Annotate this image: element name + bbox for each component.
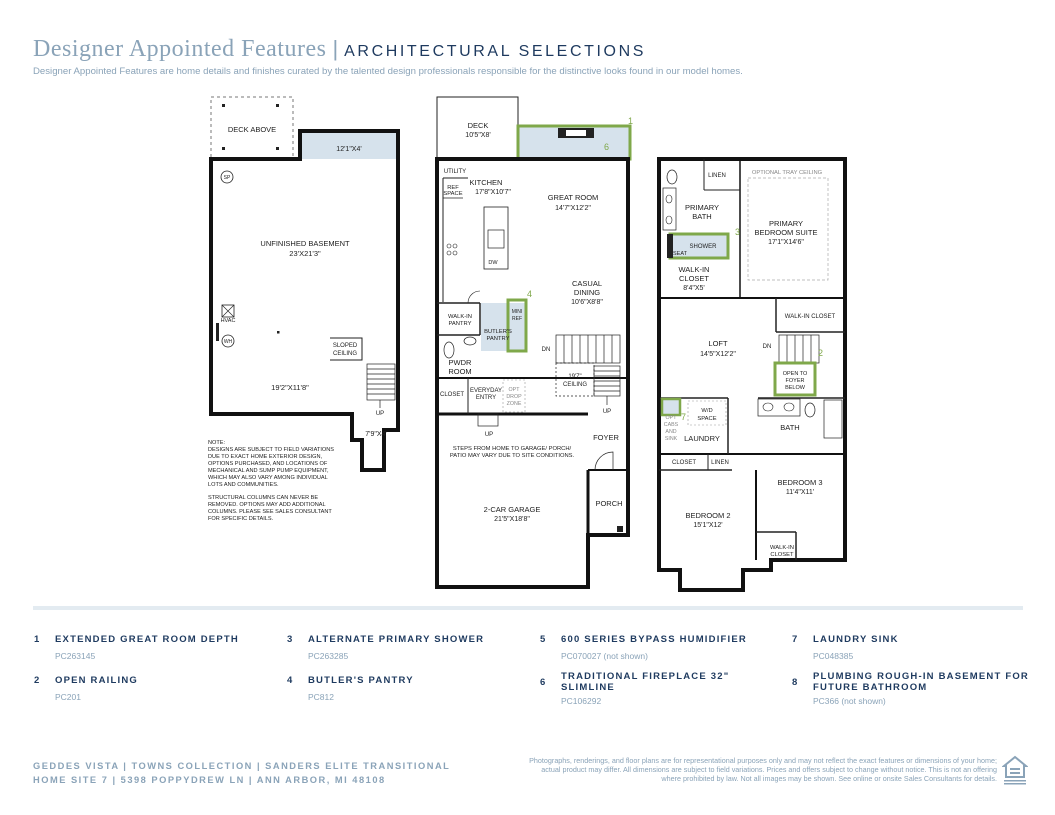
- opt-drop-zone-label-2: DROP: [506, 394, 522, 400]
- note-line: LOTS AND COMMUNITIES.: [208, 482, 279, 488]
- steps-note-2: PATIO MAY VARY DUE TO SITE CONDITIONS.: [449, 453, 575, 459]
- title-separator: |: [332, 36, 339, 61]
- open-to-foyer-label-3: BELOW: [785, 385, 805, 391]
- feature-number: 3: [287, 634, 293, 645]
- marker-3: 3: [735, 227, 741, 237]
- kitchen-dim: 17'8"X10'7": [475, 189, 511, 196]
- feature-title: EXTENDED GREAT ROOM DEPTH: [55, 634, 239, 645]
- feature-code: PC812: [308, 692, 334, 702]
- shower-label: SHOWER: [689, 244, 717, 250]
- opt-cabs-label-4: SINK: [664, 436, 678, 442]
- marker-6: 6: [604, 142, 610, 152]
- note-line: REMOVED. OPTIONS MAY ADD ADDITIONAL: [208, 502, 326, 508]
- mini-ref-label-1: MINI: [511, 309, 523, 315]
- everyday-entry-label-1: EVERYDAY: [469, 388, 503, 394]
- address-line: HOME SITE 7 | 5398 POPPYDREW LN | ANN ARBOR, MI 48108: [33, 775, 386, 785]
- community-info: [33, 759, 450, 787]
- feature-title: BUTLER'S PANTRY: [308, 675, 414, 686]
- wd-space-label-2: SPACE: [697, 416, 717, 422]
- opt-cabs-label-2: CABS: [663, 422, 679, 428]
- upper-bath-label: BATH: [780, 423, 800, 432]
- basement-bump-dim: 12'1"X4': [336, 146, 362, 153]
- main-stairs-lower: [594, 366, 620, 405]
- page-description: Designer Appointed Features are home details and finishes curated by the talented design professionals responsible for the distinctive looks found in our model homes.: [33, 66, 743, 77]
- bedroom3-walkin-label-1: WALK-IN: [770, 545, 794, 551]
- feature-title: PLUMBING ROUGH-IN BASEMENT FOR FUTURE BATHROOM: [813, 671, 1029, 693]
- ceiling-height-label-1: 19'7": [568, 374, 582, 380]
- deck-dim: 10'5"X8': [465, 132, 491, 139]
- primary-suite-label-2: BEDROOM SUITE: [754, 228, 818, 237]
- upper-floor-walls: [659, 159, 845, 590]
- walkin-pantry-label-2: PANTRY: [448, 321, 472, 327]
- upper-linen-label: LINEN: [708, 173, 726, 179]
- casual-dining-label-2: DINING: [573, 288, 601, 297]
- feature-code: PC201: [55, 692, 81, 702]
- dishwasher-label: DW: [488, 260, 498, 266]
- seat-label: SEAT: [673, 251, 687, 257]
- feature-code: PC048385: [813, 651, 854, 661]
- basement-lower-dim: 19'2"X11'8": [271, 383, 309, 392]
- feature-code: PC263285: [308, 651, 349, 661]
- upper-walkin-label-1: WALK-IN: [678, 265, 710, 274]
- feature-number: 8: [792, 677, 798, 688]
- note-line: FOR SPECIFIC DETAILS.: [208, 516, 274, 522]
- powder-room-label-2: ROOM: [448, 367, 472, 376]
- note-line: COLUMNS. PLEASE SEE SALES CONSULTANT: [208, 509, 332, 515]
- sloped-ceiling-label-1: SLOPED: [332, 343, 358, 349]
- garage-dim: 21'5"X18'8": [494, 516, 530, 523]
- ref-space-label-2: SPACE: [443, 191, 463, 197]
- upper-stairs: [779, 335, 819, 363]
- upper-floor-plan: [659, 159, 845, 590]
- ceiling-height-label-2: CEILING: [562, 382, 588, 388]
- basement-stair-dim: 7'9"X4': [365, 431, 387, 438]
- optional-tray-label: OPTIONAL TRAY CEILING: [751, 170, 823, 176]
- note-line: MECHANICAL AND SUMP PUMP EQUIPMENT,: [208, 468, 329, 474]
- note-line: DESIGNS ARE SUBJECT TO FIELD VARIATIONS: [208, 447, 334, 453]
- basement-walls: [211, 131, 398, 470]
- opt-drop-zone-label-3: ZONE: [506, 401, 522, 407]
- water-heater-label: WH: [223, 339, 233, 345]
- feature-number: 7: [792, 634, 798, 645]
- basement-note: [208, 440, 334, 522]
- primary-suite-dim: 17'1"X14'6": [768, 239, 804, 246]
- sloped-ceiling-label-2: CEILING: [332, 351, 358, 357]
- bedroom2-closet-label: CLOSET: [671, 460, 697, 466]
- feature-code: PC366 (not shown): [813, 696, 886, 706]
- upper-walkin-dim: 8'4"X5': [683, 285, 705, 292]
- foyer-label: FOYER: [593, 433, 619, 442]
- butlers-pantry-label-1: BUTLER'S: [484, 329, 512, 335]
- loft-dim: 14'5"X12'2": [700, 351, 736, 358]
- main-stairs: [556, 335, 620, 363]
- bedroom2-dim: 15'1"X12': [693, 522, 723, 529]
- butlers-pantry-label-2: PANTRY: [486, 336, 510, 342]
- primary-suite-label-1: PRIMARY: [768, 219, 804, 228]
- steps-note-1: STEPS FROM HOME TO GARAGE/ PORCH/: [452, 446, 572, 452]
- bedroom3-walkin-label-2: CLOSET: [770, 552, 794, 558]
- basement-up-label: UP: [375, 411, 385, 417]
- loft-label: LOFT: [708, 339, 728, 348]
- unfinished-basement-label: UNFINISHED BASEMENT: [260, 239, 350, 248]
- great-room-label: GREAT ROOM: [547, 193, 599, 202]
- note-line: NOTE:: [208, 440, 226, 446]
- porch-label: PORCH: [595, 499, 623, 508]
- garage-up-label: UP: [484, 432, 494, 438]
- everyday-entry-label-2: ENTRY: [475, 395, 497, 401]
- powder-room-label-1: PWDR: [448, 358, 472, 367]
- bedroom3-label: BEDROOM 3: [777, 478, 823, 487]
- primary-bath-label-2: BATH: [692, 212, 712, 221]
- marker-1: 1: [628, 116, 634, 126]
- feature-title: LAUNDRY SINK: [813, 634, 899, 645]
- deck-above-label: DECK ABOVE: [227, 125, 277, 134]
- main-floor-plan: [437, 97, 633, 587]
- opt-drop-zone-label-1: OPT: [508, 387, 520, 393]
- upper-dn-label: DN: [762, 344, 772, 350]
- feature-number: 4: [287, 675, 293, 686]
- main-closet-label: CLOSET: [439, 392, 465, 398]
- feature-title: 600 SERIES BYPASS HUMIDIFIER: [561, 634, 747, 645]
- basement-stairs: [367, 364, 395, 408]
- note-line: DUE TO EXACT HOME EXTERIOR DESIGN,: [208, 454, 323, 460]
- garage-label: 2-CAR GARAGE: [483, 505, 541, 514]
- opt-cabs-label-3: AND: [665, 429, 677, 435]
- feature-code: PC106292: [561, 696, 602, 706]
- hvac-label: HVAC: [220, 318, 236, 324]
- page-title: Designer Appointed Features: [33, 36, 327, 62]
- basement-plan: [208, 97, 398, 522]
- bedroom2-label: BEDROOM 2: [685, 511, 731, 520]
- utility-label: UTILITY: [443, 169, 467, 175]
- unfinished-basement-dim: 23'X21'3": [289, 249, 321, 258]
- great-room-dim: 14'7"X12'2": [555, 205, 591, 212]
- laundry-label: LAUNDRY: [684, 434, 720, 443]
- upper-walkin-label-2: CLOSET: [678, 274, 710, 283]
- casual-dining-dim: 10'6"X8'8": [571, 299, 603, 306]
- legal-disclaimer: Photographs, renderings, and floor plans are for representational purposes only and may not reflect the exact features or dimensions of your home; actual product may differ. All dimensions are subject to field variations. Prices and offers subject to change without notice. This is not an offering where prohibited by law. Not all images may be shown. See online or onsite Sales Consultants for details.: [529, 756, 997, 784]
- page-subtitle: ARCHITECTURAL SELECTIONS: [344, 43, 647, 60]
- walkin-pantry-label-1: WALK-IN: [448, 314, 472, 320]
- marker-2: 2: [818, 348, 824, 358]
- sump-pump-label: SP: [223, 175, 231, 181]
- structural-column: [277, 331, 280, 334]
- open-to-foyer-label-1: OPEN TO: [782, 371, 808, 377]
- upper-linen2-label: LINEN: [711, 460, 729, 466]
- marker-7: 7: [681, 412, 687, 422]
- section-divider: [33, 606, 1023, 610]
- feature-code: PC263145: [55, 651, 96, 661]
- primary-bath-label-1: PRIMARY: [684, 203, 720, 212]
- feature-number: 2: [34, 675, 40, 686]
- mini-ref-label-2: REF: [512, 316, 522, 322]
- feature-title: ALTERNATE PRIMARY SHOWER: [308, 634, 485, 645]
- open-to-foyer-label-2: FOYER: [785, 378, 805, 384]
- feature-number: 1: [34, 634, 40, 645]
- main-dn-label: DN: [541, 347, 551, 353]
- feature-number: 6: [540, 677, 546, 688]
- community-line: GEDDES VISTA | TOWNS COLLECTION | SANDERS ELITE TRANSITIONAL: [33, 761, 451, 771]
- feature-code: PC070027 (not shown): [561, 651, 648, 661]
- opt-cabs-label-1: OPT: [665, 415, 677, 421]
- wd-space-label-1: W/D: [701, 408, 713, 414]
- feature-title: OPEN RAILING: [55, 675, 139, 686]
- feature-7-highlight: [662, 399, 680, 415]
- ref-space-label-1: REF: [447, 185, 459, 191]
- equal-housing-opportunity-icon: [1002, 755, 1028, 787]
- note-line: STRUCTURAL COLUMNS CAN NEVER BE: [208, 495, 319, 501]
- note-line: OPTIONS PURCHASED, AND LOCATIONS OF: [208, 461, 328, 467]
- note-line: WHICH MAY ALSO VARY AMONG INDIVIDUAL: [208, 475, 328, 481]
- kitchen-label: KITCHEN: [469, 178, 503, 187]
- casual-dining-label-1: CASUAL: [571, 279, 603, 288]
- marker-4: 4: [527, 289, 533, 299]
- main-up-label: UP: [602, 409, 612, 415]
- deck-label: DECK: [467, 121, 489, 130]
- walkin-closet-label: WALK-IN CLOSET: [784, 314, 836, 320]
- feature-number: 5: [540, 634, 546, 645]
- bedroom3-dim: 11'4"X11': [785, 489, 815, 496]
- feature-title: TRADITIONAL FIREPLACE 32" SLIMLINE: [561, 671, 730, 693]
